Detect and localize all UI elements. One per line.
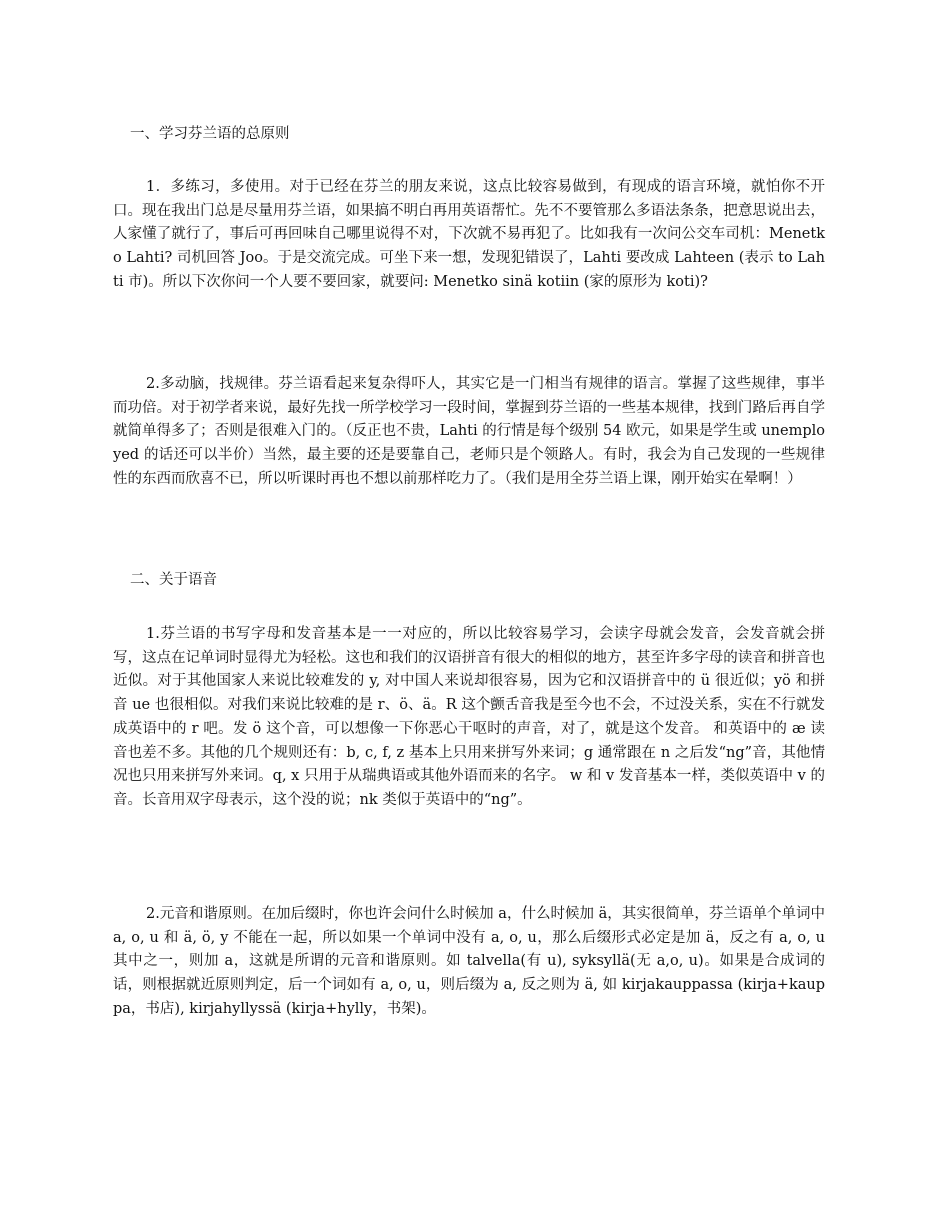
section-2-heading: 二、关于语音 (130, 572, 217, 588)
section-1-paragraph-1: 1．多练习，多使用。对于已经在芬兰的朋友来说，这点比较容易做到，有现成的语言环境，就怕你不开口。现在我出门总是尽量用芬兰语，如果搞不明白再用英语帮忙。先不不要管那么多语法条条，把意思说出去，人家懂了就行了，事后可再回味自己哪里说得不对，下次就不易再犯了。比如我有一次问公交车司机：Menetko Lahti? 司机回答 Joo。于是交流完成。可坐下来一想，发现犯错误了，Lahti 要改成 Lahteen (表示 to Lahti 市)。所以下次你问一个人要不要回家，就要问: Menetko sinä kotiin (家的原形为 koti)? (113, 179, 825, 290)
section-2-paragraph-1: 1.芬兰语的书写字母和发音基本是一一对应的，所以比较容易学习，会读字母就会发音，会发音就会拼写，这点在记单词时显得尤为轻松。这也和我们的汉语拼音有很大的相似的地方，甚至许多字母的读音和拼音也近似。对于其他国家人来说比较难发的 y, 对中国人来说却很容易，因为它和汉语拼音中的 ü 很近似；yö 和拼音 ue 也很相似。对我们来说比较难的是 r、ö、ä。R 这个颤舌音我是至今也不会，不过没关系，实在不行就发成英语中的 r 吧。发 ö 这个音，可以想像一下你恶心干呕时的声音，对了，就是这个发音。 和英语中的 æ 读音也差不多。其他的几个规则还有：b, c, f, z 基本上只用来拼写外来词；g 通常跟在 n 之后发“ng”音，其他情况也只用来拼写外来词。q, x 只用于从瑞典语或其他外语而来的名字。 w 和 v 发音基本一样，类似英语中 v 的音。长音用双字母表示，这个没的说；nk 类似于英语中的“ng”。 (113, 626, 825, 808)
section-1-paragraph-2: 2.多动脑，找规律。芬兰语看起来复杂得吓人，其实它是一门相当有规律的语言。掌握了这些规律，事半而功倍。对于初学者来说，最好先找一所学校学习一段时间，掌握到芬兰语的一些基本规律，找到门路后再自学就简单得多了；否则是很难入门的。（反正也不贵，Lahti 的行情是每个级别 54 欧元，如果是学生或 unemployed 的话还可以半价）当然，最主要的还是要靠自己，老师只是个领路人。有时，我会为自己发现的一些规律性的东西而欣喜不已，所以听课时再也不想以前那样吃力了。（我们是用全芬兰语上课，刚开始实在晕啊！） (113, 376, 825, 487)
section-1-heading: 一、学习芬兰语的总原则 (130, 126, 290, 142)
section-2-paragraph-2: 2.元音和谐原则。在加后缀时，你也许会问什么时候加 a，什么时候加 ä，其实很简单，芬兰语单个单词中 a, o, u 和 ä, ö, y 不能在一起，所以如果一个单词中没有 a, o, u，那么后缀形式必定是加 ä，反之有 a, o, u 其中之一，则加 a，这就是所谓的元音和谐原则。如 talvella(有 u), syksyllä(无 a,o, u)。如果是合成词的话，则根据就近原则判定，后一个词如有 a, o, u，则后缀为 a, 反之则为 ä, 如 kirjakauppassa (kirja+kauppa，书店), kirjahyllyssä (kirja+hylly，书架)。 (113, 906, 825, 1017)
